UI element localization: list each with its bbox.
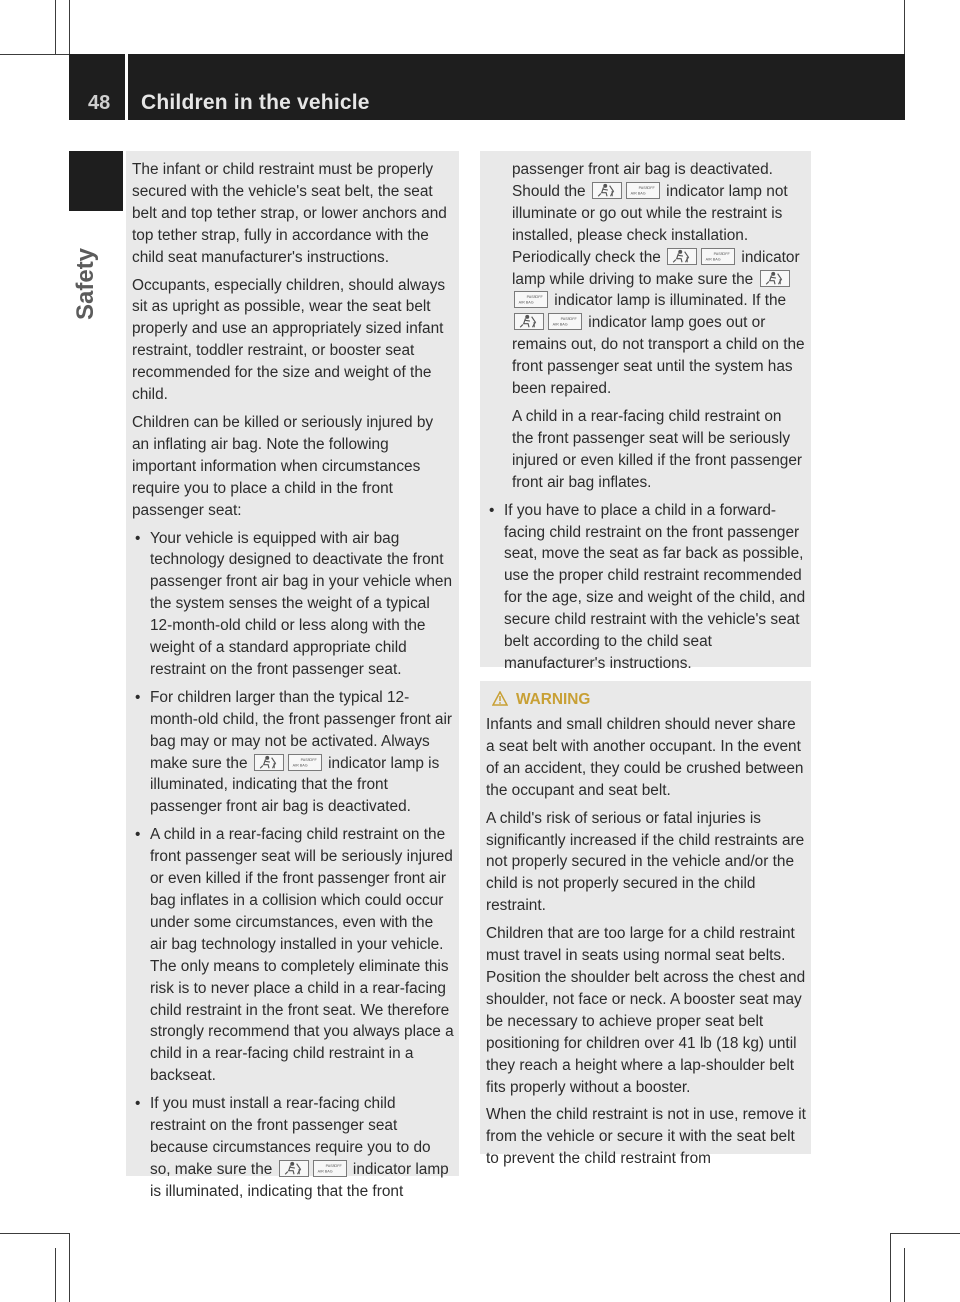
indicator-slot xyxy=(512,314,588,331)
pass-air-bag-off-icon xyxy=(288,754,322,771)
crop-mark xyxy=(55,0,56,54)
svg-text:OFF: OFF xyxy=(309,757,317,762)
side-tab xyxy=(66,210,106,320)
content-column-left xyxy=(126,151,459,1200)
paragraph: A child in a rear-facing child restraint on the front passenger seat will be seriously injured or even killed if the front passenger front air bag inflates. xyxy=(512,407,803,491)
crop-mark xyxy=(69,0,70,54)
indicator-slot xyxy=(277,1161,353,1178)
bullet-item: • If you have to place a child in a forward-facing child restraint on the front passenger seat, move the seat as far back as possible, use the proper child restraint recommended for the age, size and weight of the child, and secure child restraint with the vehicle's seat belt according to the child seat manufacturer's instructions. xyxy=(489,501,806,672)
crop-mark xyxy=(904,0,905,54)
paragraph xyxy=(486,159,806,400)
svg-text:AIR BAG: AIR BAG xyxy=(292,763,308,768)
svg-text:PASS: PASS xyxy=(638,186,649,191)
text-run: indicator lamp is illuminated. If the xyxy=(554,292,787,310)
svg-text:AIR BAG: AIR BAG xyxy=(630,191,646,196)
warning-title: WARNING xyxy=(516,691,591,708)
text-run: passenger front air bag is deactivated. Should the xyxy=(512,161,773,200)
text-run: indicator lamp goes out or remains out, do not transport a child on the front passenger seat until the system has been repaired. xyxy=(512,314,805,398)
paragraph: A child's risk of serious or fatal injuries is significantly increased if the child restraints are not properly secured in the vehicle and/or the child is not properly secured in the child restraint. xyxy=(486,809,805,915)
bullet-text: A child in a rear-facing child restraint on the front passenger seat will be seriously injured or even killed if the front passenger front air bag inflates in a collision which could occur under some circumstances, even with the air bag technology installed in your vehicle. The only means to completely eliminate this risk is to never place a child in a rear-facing child restraint in the front seat. We therefore strongly recommend that you always place a child in a rear-facing child restraint in a backseat. xyxy=(150,826,454,1085)
svg-text:PASS: PASS xyxy=(713,251,724,256)
svg-text:AIR BAG: AIR BAG xyxy=(705,257,721,262)
bullet-text: If you have to place a child in a forward-facing child restraint on the front passenger seat, move the seat as far back as possible, use the proper child restraint recommended for the age, size and weight of the child, and secure child restraint with the vehicle's seat belt according to the child seat manufacturer's instructions. xyxy=(504,501,806,672)
child-seat-occupant-icon xyxy=(760,270,790,287)
svg-text:OFF: OFF xyxy=(569,317,577,322)
crop-mark xyxy=(0,1233,69,1234)
pass-air-bag-off-icon xyxy=(548,313,582,330)
crop-mark xyxy=(904,1248,905,1302)
side-thumb-block xyxy=(69,151,123,211)
indicator-slot xyxy=(665,249,741,266)
child-seat-occupant-icon xyxy=(254,754,284,771)
crop-mark xyxy=(890,1233,960,1234)
svg-text:AIR BAG: AIR BAG xyxy=(518,300,534,305)
paragraph: Children that are too large for a child restraint must travel in seats using normal seat belts. Position the shoulder belt across the chest and shoulder, not face or neck. A booster seat may be necessary to achieve proper seat belt positioning for children over 41 lb (18 kg) until they reach a height where a lap-shoulder belt fits properly without a booster. xyxy=(486,925,806,1096)
child-seat-occupant-icon xyxy=(279,1160,309,1177)
paragraph: The infant or child restraint must be properly secured with the vehicle's seat belt, the seat belt and top tether strap, or lower anchors and top tether strap, fully in accordance with the child seat manufacturer's instructions. xyxy=(132,161,447,266)
svg-text:PASS: PASS xyxy=(325,1164,335,1169)
page-number: 48 xyxy=(88,92,111,114)
svg-text:PASS: PASS xyxy=(300,757,310,762)
pass-air-bag-off-icon xyxy=(701,248,735,265)
bullet-text: If you must install a rear-facing child restraint on the front passenger seat because circumstances require you to do so, make sure the xyxy=(150,1095,431,1178)
pass-air-bag-off-icon xyxy=(514,291,548,308)
bullet-text: indicator lamp is illuminated, indicating that the front xyxy=(150,1160,449,1200)
bullet-item: • For children larger than the typical 12-month-old child, the front passenger front air bag may or may not be activated. Always make sure the PASS AIR BAG OFF indicator lamp is illuminated, indicating that the front passenger front air bag is deactivated. xyxy=(135,688,452,816)
text-run: indicator lamp while driving to make sure the xyxy=(512,248,800,288)
pass-air-bag-off-icon xyxy=(626,182,660,199)
bullet-item: • If you must install a rear-facing child restraint on the front passenger seat because circumstances require you to do so, make sure the PASS AIR BAG OFF indicator lamp is illuminated, indicating that the front xyxy=(135,1095,449,1200)
side-tab-label: Safety xyxy=(72,247,99,320)
section-title: Children in the vehicle xyxy=(141,91,370,114)
indicator-slot xyxy=(590,183,666,200)
header-divider xyxy=(125,54,128,120)
svg-text:OFF: OFF xyxy=(535,295,543,300)
crop-mark xyxy=(890,1233,891,1302)
paragraph: Infants and small children should never share a seat belt with another occupant. In the event of an accident, they could be crushed between the occupant and seat belt. xyxy=(486,716,804,799)
indicator-slot xyxy=(252,755,328,772)
crop-mark xyxy=(69,1233,70,1302)
bullet-item: • Your vehicle is equipped with air bag technology designed to deactivate the front passenger front air bag in your vehicle when the system senses the weight of a typical 12-month-old child or less along with the weight of a standard appropriate child restraint on the front passenger seat. xyxy=(135,529,453,678)
pass-air-bag-off-icon xyxy=(313,1160,347,1177)
bullet-text: Your vehicle is equipped with air bag technology designed to deactivate the front passenger front air bag in your vehicle when the system senses the weight of a typical 12-month-old child or less along with the weight of a standard appropriate child restraint on the front passenger seat. xyxy=(150,529,453,678)
crop-mark xyxy=(55,1248,56,1302)
svg-text:OFF: OFF xyxy=(647,186,655,191)
content-column-right xyxy=(480,151,811,672)
paragraph: When the child restraint is not in use, remove it from the vehicle or secure it with the seat belt to prevent the child restraint from xyxy=(486,1106,806,1168)
svg-text:OFF: OFF xyxy=(334,1164,342,1169)
child-seat-occupant-icon xyxy=(514,313,544,330)
svg-text:PASS: PASS xyxy=(526,295,537,300)
svg-text:AIR BAG: AIR BAG xyxy=(317,1169,333,1174)
paragraph: Occupants, especially children, should always sit as upright as possible, wear the seat belt properly and use an appropriately sized infant restraint, toddler restraint, or booster seat recommended for the size and weight of the child. xyxy=(132,276,446,404)
text-run: indicator lamp not illuminate or go out while the restraint is installed, please check installation. Periodically check the xyxy=(512,182,788,266)
paragraph: Children can be killed or seriously injured by an inflating air bag. Note the following important information when circumstances require you to place a child in the front passenger seat: xyxy=(132,413,434,519)
bullet-item: • A child in a rear-facing child restraint on the front passenger seat will be seriously injured or even killed if the front passenger front air bag inflates in a collision which could occur under some circumstances, even with the air bag technology installed in your vehicle. The only means to completely eliminate this risk is to never place a child in a rear-facing child restraint in the front seat. We therefore strongly recommend that you always place a child in a rear-facing child restraint in a backseat. xyxy=(135,826,454,1085)
child-seat-occupant-icon xyxy=(592,182,622,199)
warning-box xyxy=(480,681,811,1168)
bullet-text: indicator lamp is illuminated, indicating that the front passenger front air bag is deactivated. xyxy=(150,754,440,816)
svg-text:AIR BAG: AIR BAG xyxy=(552,322,568,327)
warning-heading xyxy=(492,689,806,710)
bullet-text: For children larger than the typical 12-month-old child, the front passenger front air bag may or may not be activated. Always make sure the xyxy=(150,688,452,772)
child-seat-occupant-icon xyxy=(667,248,697,265)
warning-triangle-icon xyxy=(492,691,508,706)
svg-text:PASS: PASS xyxy=(560,317,571,322)
svg-text:OFF: OFF xyxy=(722,251,730,256)
